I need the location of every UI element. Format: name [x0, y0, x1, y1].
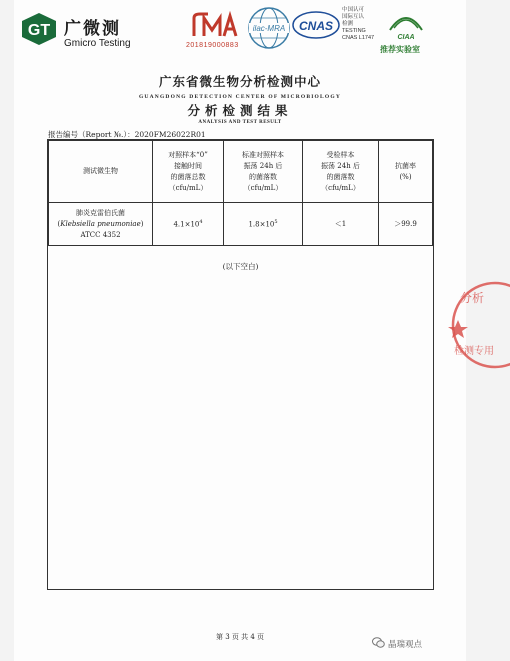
page-number: 第 3 页 共 4 页 — [215, 633, 265, 641]
cell-organism: 肺炎克雷伯氏菌 (Klebsiella pneumoniae) ATCC 4352 — [49, 203, 153, 246]
report-number: 报告编号（Report №.）：2020FM26022R01 — [48, 130, 206, 139]
header-antibacterial-rate: 抗菌率 (%) — [379, 141, 433, 203]
svg-text:分析: 分析 — [460, 291, 485, 305]
results-table — [47, 139, 434, 590]
svg-text:CNAS: CNAS — [298, 19, 334, 33]
blank-below-note: (以下空白) — [222, 262, 259, 271]
wechat-watermark: 晶瑞观点 — [388, 640, 423, 650]
cma-logo-icon — [188, 10, 238, 40]
cell-standard-control: $1.8\times 10^5$ — [224, 203, 303, 246]
cnas-logo-icon — [292, 10, 340, 40]
red-seal-stamp-icon — [450, 280, 510, 370]
brand-name-en: Gmicro Testing — [64, 38, 131, 49]
table-row — [49, 203, 433, 246]
result-title-en: ANALYSIS AND TEST RESULT — [198, 120, 282, 125]
cma-number: 201819000883 — [186, 42, 239, 49]
gmicro-logo-icon — [20, 12, 58, 46]
table-header-row — [49, 141, 433, 203]
cnas-accreditation-text: 中国认可 国际互认 检测 TESTING CNAS L1747 — [342, 7, 375, 41]
cell-test-sample: ＜1 — [303, 203, 379, 246]
svg-text:GT: GT — [27, 22, 51, 39]
svg-text:CIAA: CIAA — [397, 34, 415, 41]
center-title: 广东省微生物分析检测中心 — [158, 74, 321, 89]
cell-antibacterial-rate: ＞99.9 — [379, 203, 433, 246]
ciaa-logo-icon — [382, 8, 430, 42]
header-test-microorganism: 测试微生物 — [49, 141, 153, 203]
header-control-zero: 对照样本“0” 接触时间 的菌落总数 （cfu/mL） — [153, 141, 224, 203]
header-standard-control: 标准对照样本 振荡 24h 后 的菌落数 （cfu/mL） — [224, 141, 303, 203]
cell-control-zero: $4.1\times 10^4$ — [153, 203, 224, 246]
wechat-icon — [372, 637, 385, 648]
header-test-sample: 受检样本 振荡 24h 后 的菌落数 （cfu/mL） — [303, 141, 379, 203]
ilac-mra-logo-icon — [247, 6, 291, 50]
svg-text:ilac-MRA: ilac-MRA — [252, 24, 286, 33]
brand-name-cn: 广微测 — [64, 19, 121, 39]
recommended-lab-label: 推荐实验室 — [380, 45, 420, 54]
center-title-en: GUANGDONG DETECTION CENTER OF MICROBIOLOGY — [138, 94, 342, 100]
svg-text:检测专用: 检测专用 — [454, 346, 494, 357]
result-title: 分析检测结果 — [187, 103, 293, 118]
